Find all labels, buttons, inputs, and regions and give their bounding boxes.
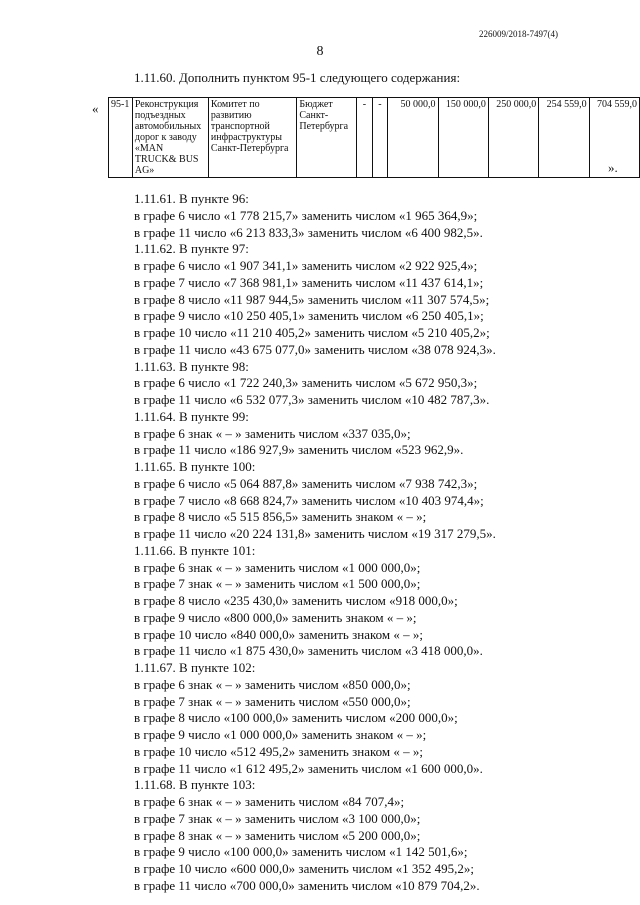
amendment-line: в графе 11 число «1 612 495,2» заменить числом «1 600 000,0». bbox=[134, 760, 483, 776]
amendment-line: в графе 11 число «20 224 131,8» заменить числом «19 317 279,5». bbox=[134, 526, 496, 541]
amendment-line: в графе 6 знак « – » заменить числом «1 000 000,0»; bbox=[134, 559, 421, 575]
amendment-list bbox=[134, 191, 604, 895]
amendment-line: 1.11.63. В пункте 98: bbox=[134, 358, 249, 374]
document-id: 226009/2018-7497(4) bbox=[479, 29, 558, 39]
amendment-line: в графе 6 число «1 778 215,7» заменить числом «1 965 364,9»; bbox=[134, 207, 478, 223]
amendment-line: в графе 11 число «6 213 833,3» заменить числом «6 400 982,5». bbox=[134, 224, 483, 240]
amendment-line: 1.11.67. В пункте 102: bbox=[134, 660, 256, 675]
amendment-line: в графе 10 число «512 495,2» заменить знаком « – »; bbox=[134, 743, 423, 759]
amendment-line: в графе 8 знак « – » заменить числом «5 200 000,0»; bbox=[134, 827, 421, 843]
amendment-line: 1.11.64. В пункте 99: bbox=[134, 408, 249, 424]
amendment-line: в графе 10 число «11 210 405,2» заменить числом «5 210 405,2»; bbox=[134, 325, 490, 340]
amendment-line: в графе 6 число «5 064 887,8» заменить числом «7 938 742,3»; bbox=[134, 475, 478, 491]
amendment-line: в графе 6 знак « – » заменить числом «84 707,4»; bbox=[134, 794, 405, 809]
table-row bbox=[109, 98, 640, 178]
intro-paragraph: 1.11.60. Дополнить пунктом 95-1 следующего содержания: bbox=[134, 70, 461, 85]
amendment-line: в графе 7 знак « – » заменить числом «1 500 000,0»; bbox=[134, 576, 421, 592]
amendment-line: 1.11.62. В пункте 97: bbox=[134, 241, 249, 257]
amendment-line: в графе 9 число «10 250 405,1» заменить числом «6 250 405,1»; bbox=[134, 308, 484, 324]
amendment-line: в графе 6 знак « – » заменить числом «337 035,0»; bbox=[134, 425, 411, 441]
amendment-line: 1.11.65. В пункте 100: bbox=[134, 459, 256, 474]
amendment-line: в графе 8 число «235 430,0» заменить числом «918 000,0»; bbox=[134, 593, 458, 608]
amendment-line: 1.11.68. В пункте 103: bbox=[134, 777, 256, 793]
cell-col5: - bbox=[357, 98, 373, 178]
cell-executor: Комитет по развитию транспортной инфраструктуры Санкт-Петербурга bbox=[208, 98, 296, 178]
opening-quote: « bbox=[92, 101, 99, 116]
amendment-line: 1.11.61. В пункте 96: bbox=[134, 191, 249, 206]
amendment-line: в графе 7 знак « – » заменить числом «3 100 000,0»; bbox=[134, 810, 421, 826]
amendment-line: в графе 8 число «100 000,0» заменить числом «200 000,0»; bbox=[134, 710, 458, 726]
amendment-line: в графе 6 число «1 907 341,1» заменить числом «2 922 925,4»; bbox=[134, 258, 478, 273]
amendment-line: в графе 7 число «7 368 981,1» заменить числом «11 437 614,1»; bbox=[134, 274, 484, 290]
amendment-line: в графе 8 число «5 515 856,5» заменить знаком « – »; bbox=[134, 509, 427, 525]
amendment-line: в графе 10 число «600 000,0» заменить числом «1 352 495,2»; bbox=[134, 861, 474, 876]
amendment-line: в графе 6 число «1 722 240,3» заменить числом «5 672 950,3»; bbox=[134, 375, 478, 391]
amendment-line: в графе 11 число «6 532 077,3» заменить числом «10 482 787,3». bbox=[134, 392, 490, 407]
page-number: 8 bbox=[316, 44, 324, 59]
cell-col7: 50 000,0 bbox=[388, 98, 438, 178]
amendment-line: в графе 9 число «800 000,0» заменить знаком « – »; bbox=[134, 609, 417, 625]
amendment-line: в графе 7 знак « – » заменить числом «550 000,0»; bbox=[134, 693, 411, 709]
amendment-line: в графе 11 число «700 000,0» заменить числом «10 879 704,2». bbox=[134, 877, 480, 893]
amendment-line: в графе 9 число «100 000,0» заменить числом «1 142 501,6»; bbox=[134, 844, 468, 860]
cell-col9: 250 000,0 bbox=[488, 98, 538, 178]
cell-col8: 150 000,0 bbox=[438, 98, 488, 178]
amendment-line: в графе 7 число «8 668 824,7» заменить числом «10 403 974,4»; bbox=[134, 492, 484, 508]
closing-quote: ». bbox=[608, 160, 618, 175]
cell-number: 95-1 bbox=[109, 98, 133, 178]
amendment-line: в графе 11 число «43 675 077,0» заменить числом «38 078 924,3». bbox=[134, 341, 496, 357]
cell-col10: 254 559,0 bbox=[539, 98, 589, 178]
amendment-line: в графе 6 знак « – » заменить числом «850 000,0»; bbox=[134, 676, 411, 692]
amendment-line: в графе 11 число «1 875 430,0» заменить числом «3 418 000,0». bbox=[134, 643, 483, 659]
cell-name: Реконструкция подъездных автомобильных дорог к заводу «MAN TRUCK& BUS AG» bbox=[132, 98, 208, 178]
amendment-line: в графе 9 число «1 000 000,0» заменить знаком « – »; bbox=[134, 727, 427, 742]
amendment-table bbox=[108, 97, 640, 178]
cell-col11: 704 559,0 bbox=[589, 98, 639, 178]
amendment-line: в графе 8 число «11 987 944,5» заменить числом «11 307 574,5»; bbox=[134, 291, 490, 307]
amendment-line: в графе 11 число «186 927,9» заменить числом «523 962,9». bbox=[134, 442, 464, 458]
cell-col6: - bbox=[372, 98, 388, 178]
amendment-line: в графе 10 число «840 000,0» заменить знаком « – »; bbox=[134, 626, 423, 642]
cell-funding-source: Бюджет Санкт-Петербурга bbox=[297, 98, 357, 178]
amendment-line: 1.11.66. В пункте 101: bbox=[134, 542, 256, 558]
